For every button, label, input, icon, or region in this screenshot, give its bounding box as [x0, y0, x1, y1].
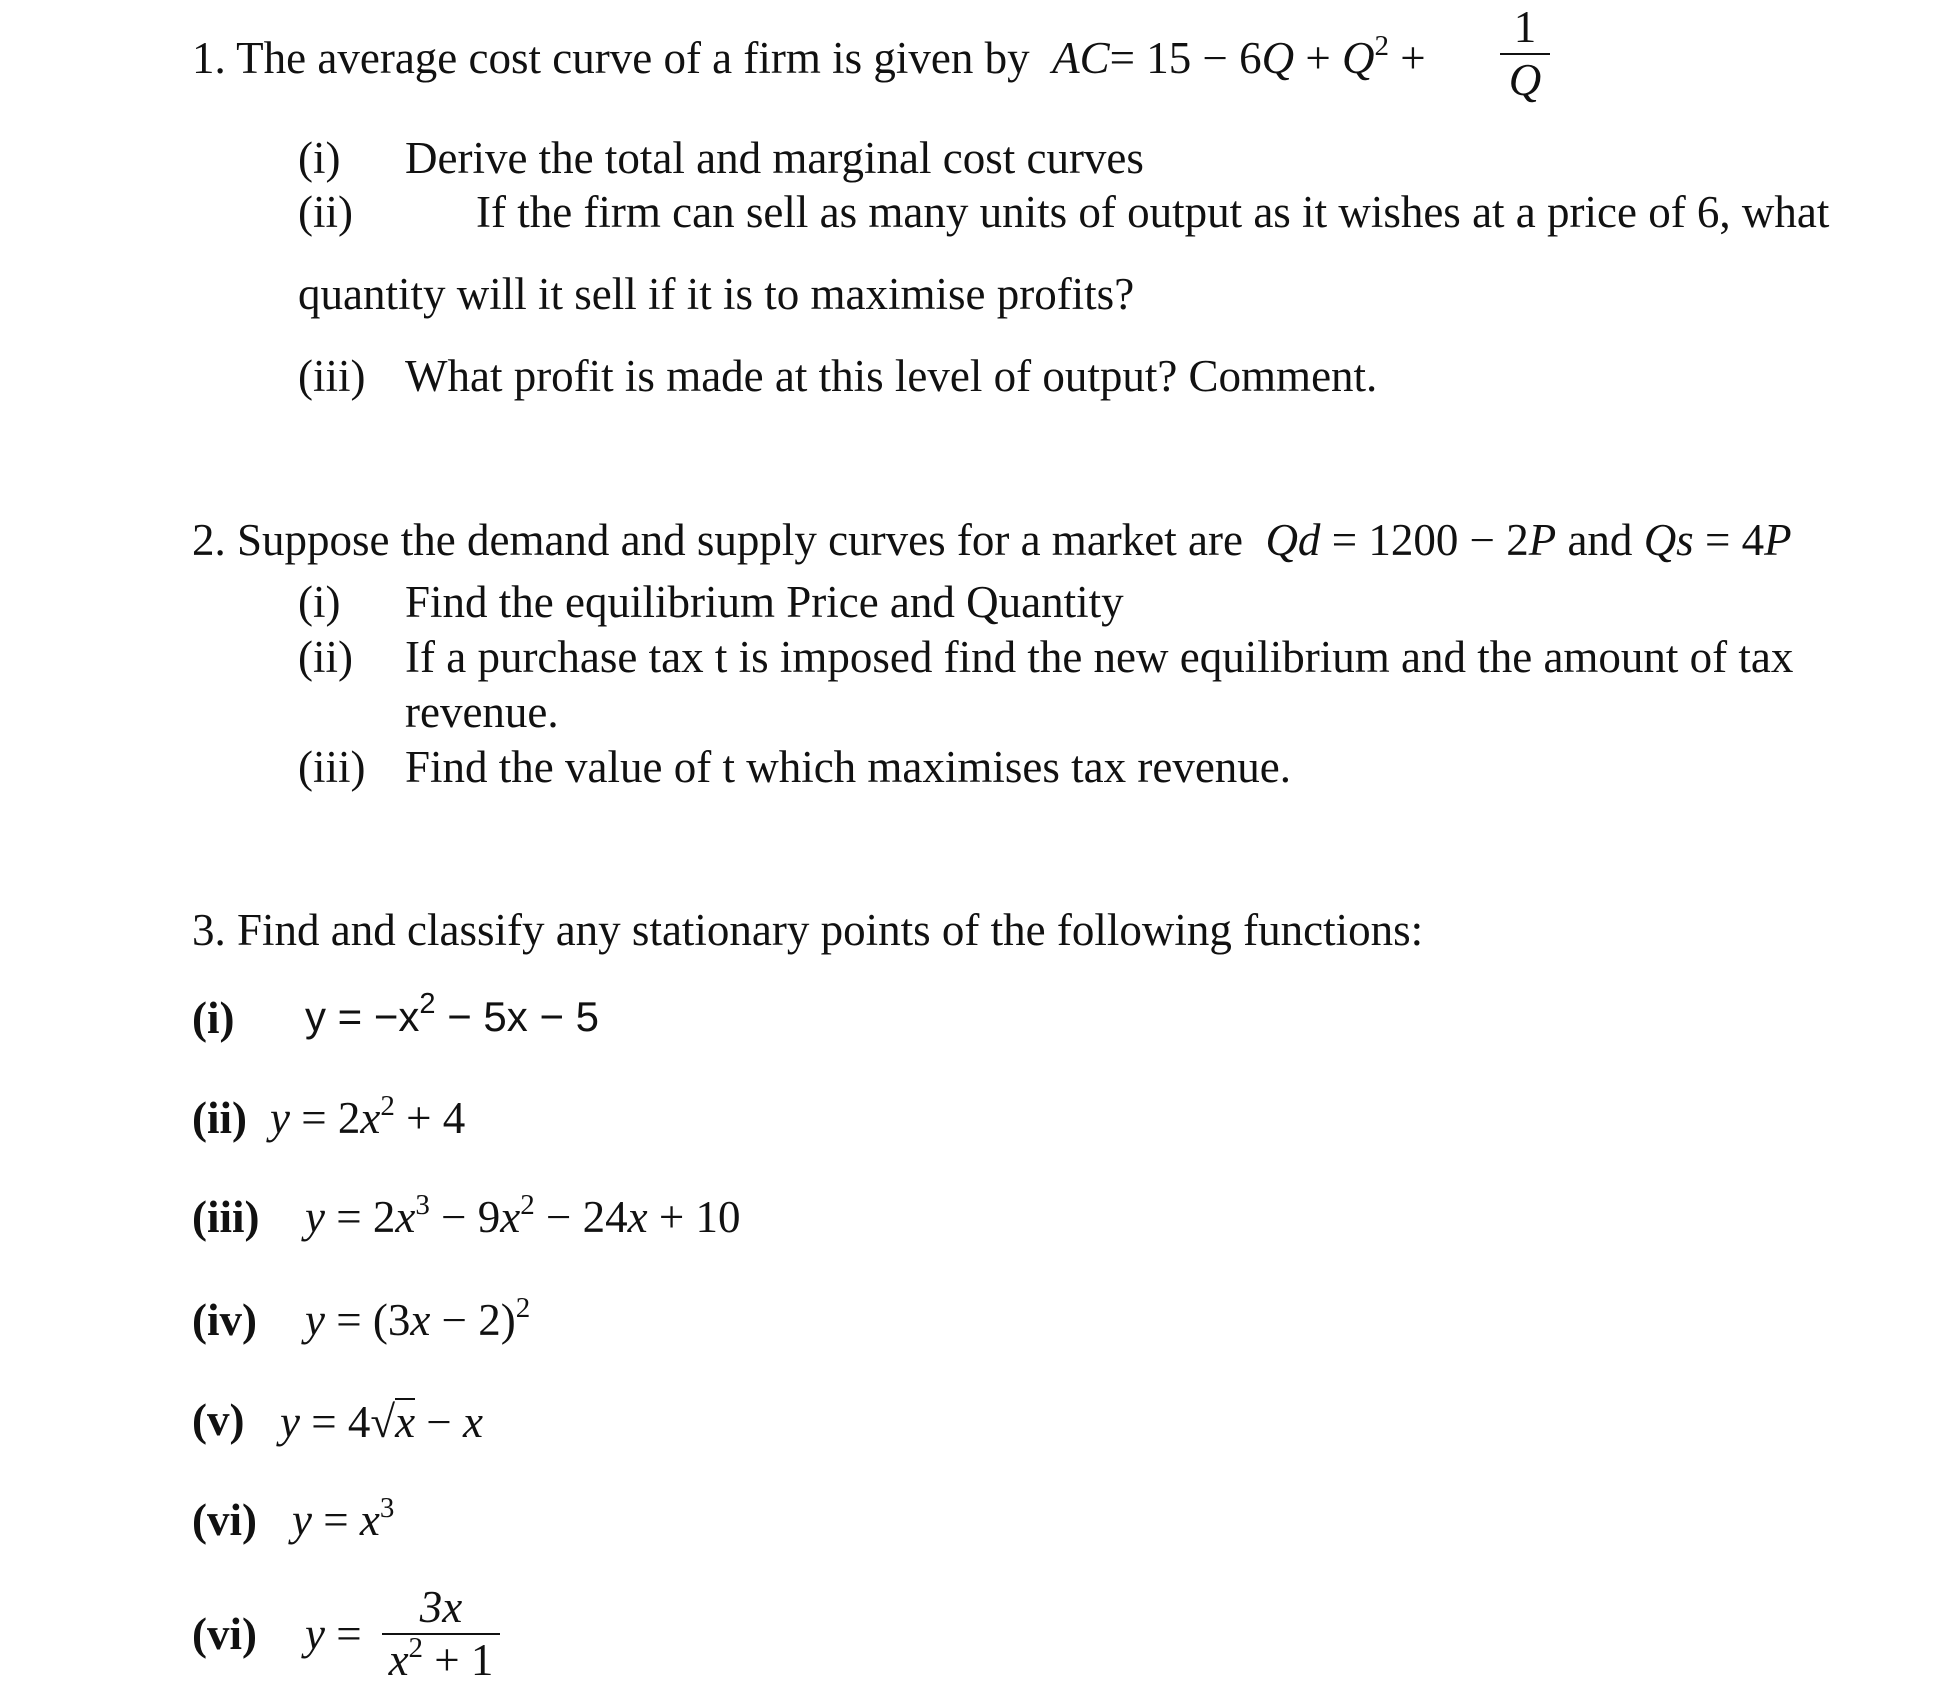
q3-stem: 3. Find and classify any stationary points of the following functions:	[192, 905, 1424, 955]
q3-part-expr: $y = 2x^2 + 4$	[270, 1090, 466, 1143]
q2-part-text-cont: revenue.	[405, 687, 559, 737]
q2-part-label: (ii)	[298, 632, 353, 682]
q1-fraction: 1 Q	[1500, 4, 1550, 105]
q3-part-label: (i)	[192, 993, 235, 1043]
q3-part-expr-lhs: y =	[305, 1609, 362, 1659]
q3-part-expr: y = 4√x − x	[280, 1397, 483, 1447]
q2-part-text: Find the value of t which maximises tax revenue.	[405, 742, 1292, 792]
q2-text: 2. Suppose the demand and supply curves for a market are	[192, 515, 1243, 565]
q3-part-label: (iii)	[192, 1192, 260, 1242]
q1-text: 1. The average cost curve of a firm is given by	[192, 33, 1030, 83]
q3-part-expr: $y = 2x^3 - 9x^2 - 24x + 10$	[305, 1189, 741, 1242]
q1-part-text: Derive the total and marginal cost curves	[405, 133, 1144, 183]
q3-part-label: (v)	[192, 1395, 245, 1445]
q1-stem	[192, 30, 1426, 83]
q3-part-label: (iv)	[192, 1295, 257, 1345]
q1-part-text: What profit is made at this level of output? Comment.	[405, 351, 1378, 401]
q2-part-text: If a purchase tax t is imposed find the new equilibrium and the amount of tax	[405, 632, 1794, 682]
q3-part-fraction: 3x $x^2 + 1$	[382, 1584, 500, 1685]
q1-part-text-cont: quantity will it sell if it is to maximise profits?	[298, 269, 1135, 319]
q2-part-text: Find the equilibrium Price and Quantity	[405, 577, 1124, 627]
q1-part-label: (ii)	[298, 187, 353, 237]
q2-stem	[192, 515, 1792, 565]
q2-formula: Qd = 1200 − 2P and Qs = 4P	[1265, 515, 1792, 565]
q2-part-label: (iii)	[298, 742, 366, 792]
q3-part-expr: $y = (3x - 2)^2$	[305, 1292, 531, 1345]
q1-part-label: (iii)	[298, 351, 366, 401]
q3-part-label: (vi)	[192, 1495, 257, 1545]
q3-part-expr: $y = -x^2 - 5x - 5$	[305, 988, 599, 1040]
q1-part-text: If the firm can sell as many units of output as it wishes at a price of 6, what	[476, 187, 1830, 237]
q3-part-label: (ii)	[192, 1093, 247, 1143]
q3-part-label: (vi)	[192, 1609, 257, 1659]
q1-formula: $AC= 15 - 6Q + Q^2$ +	[1052, 30, 1426, 83]
q3-part-expr: $y = x^3$	[292, 1492, 395, 1545]
q1-part-label: (i)	[298, 133, 341, 183]
q2-part-label: (i)	[298, 577, 341, 627]
